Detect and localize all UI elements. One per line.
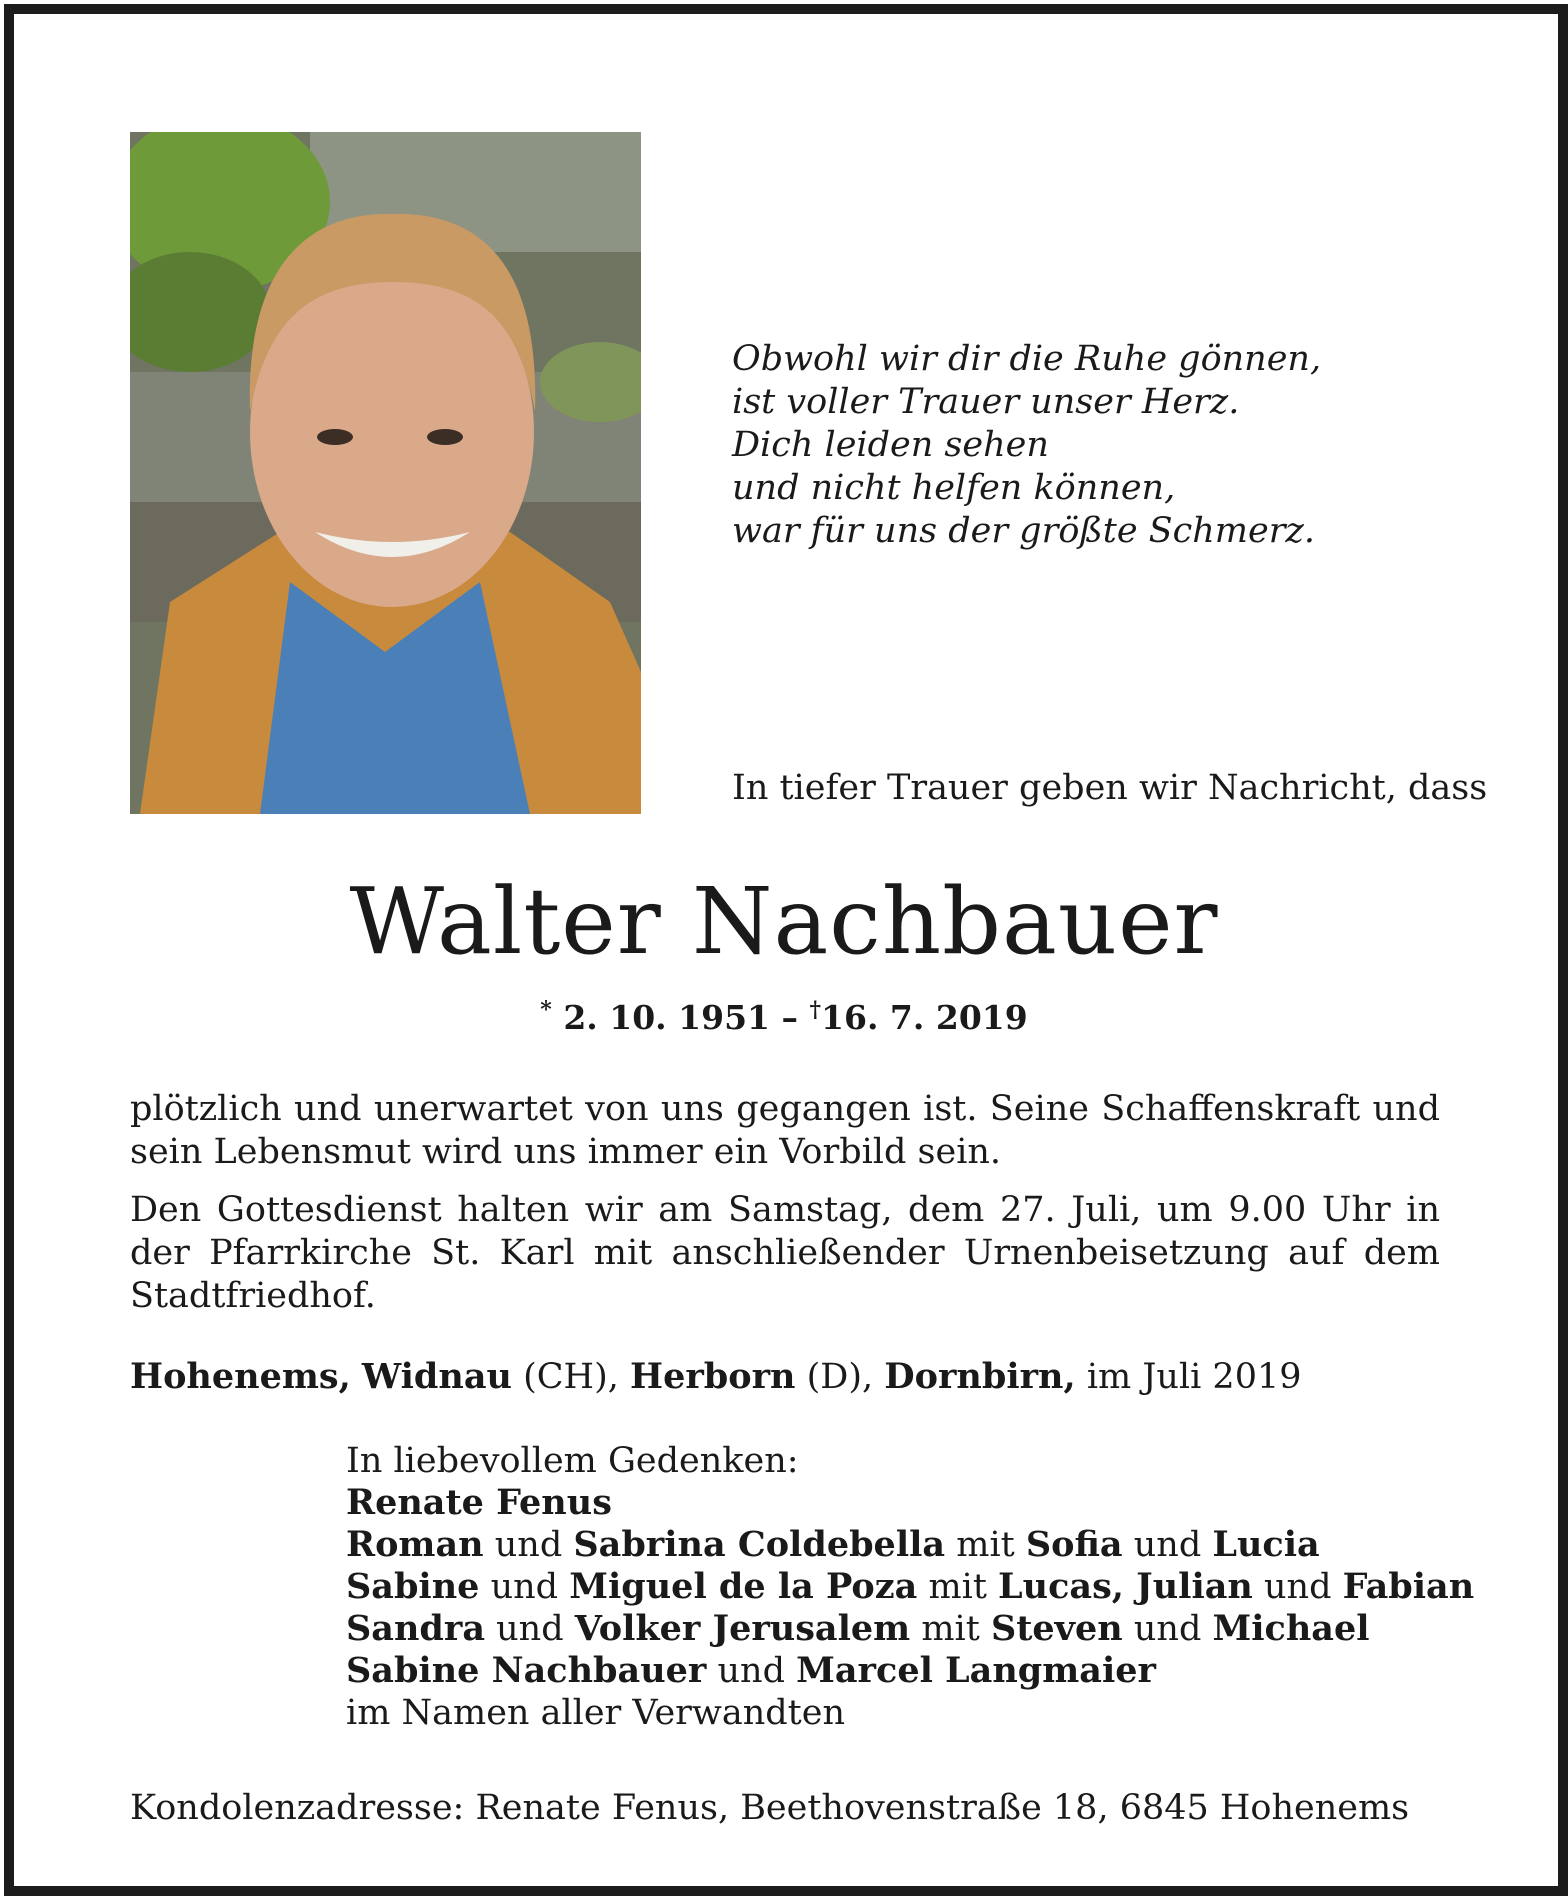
connector: mit bbox=[928, 1567, 987, 1607]
connector: und bbox=[494, 1525, 563, 1565]
date-separator: – bbox=[781, 998, 798, 1037]
poem-line: war für uns der größte Schmerz. bbox=[732, 511, 1315, 551]
mourner-name: Sabine bbox=[346, 1566, 480, 1607]
place: Widnau bbox=[361, 1356, 512, 1397]
mourner-row bbox=[346, 1608, 1474, 1650]
mourner-name: Sofia bbox=[1025, 1524, 1123, 1565]
mourner-name: Fabian bbox=[1342, 1566, 1475, 1607]
connector: und bbox=[490, 1567, 559, 1607]
mourner-name: Volker Jerusalem bbox=[574, 1608, 911, 1649]
memory-footer: im Namen aller Verwandten bbox=[346, 1693, 845, 1733]
birth-date: 2. 10. 1951 bbox=[563, 998, 770, 1037]
mourner-name: Lucas, Julian bbox=[998, 1566, 1253, 1607]
mourner-row bbox=[346, 1650, 1474, 1692]
mourner-name: Marcel Langmaier bbox=[796, 1650, 1156, 1691]
death-date: 16. 7. 2019 bbox=[821, 998, 1028, 1037]
mourner-name: Sandra bbox=[346, 1608, 485, 1649]
mourner-row bbox=[346, 1566, 1474, 1608]
mourner-name: Renate Fenus bbox=[346, 1482, 612, 1523]
place-note: (D), bbox=[806, 1357, 874, 1397]
deceased-name: Walter Nachbauer bbox=[349, 868, 1219, 975]
birth-symbol: * bbox=[540, 997, 552, 1023]
poem-line: Obwohl wir dir die Ruhe gönnen, bbox=[732, 339, 1322, 379]
connector: und bbox=[1133, 1525, 1202, 1565]
place-note: (CH), bbox=[523, 1357, 619, 1397]
portrait-photo bbox=[130, 132, 641, 814]
place: Dornbirn, bbox=[884, 1356, 1076, 1397]
mourner-name: Miguel de la Poza bbox=[569, 1566, 918, 1607]
poem-line: und nicht helfen können, bbox=[732, 468, 1176, 508]
condolence-address: Kondolenzadresse: Renate Fenus, Beethovenstraße 18, 6845 Hohenems bbox=[130, 1788, 1410, 1828]
place: Herborn bbox=[630, 1356, 796, 1397]
service-paragraph: Den Gottesdienst halten wir am Samstag, dem 27. Juli, um 9.00 Uhr in der Pfarrkirche St. Karl mit anschließender Urnenbeisetzung auf dem Stadtfriedhof. bbox=[130, 1190, 1440, 1316]
intro-text: In tiefer Trauer geben wir Nachricht, dass bbox=[732, 768, 1488, 808]
connector: und bbox=[1133, 1609, 1202, 1649]
death-symbol: † bbox=[809, 997, 822, 1023]
memory-heading: In liebevollem Gedenken: bbox=[346, 1441, 799, 1481]
life-dates bbox=[0, 997, 1568, 1037]
mourner-name: Roman bbox=[346, 1524, 484, 1565]
mourner-name: Sabrina Coldebella bbox=[573, 1524, 946, 1565]
places-line bbox=[130, 1356, 1302, 1397]
announcement-paragraph: plötzlich und unerwartet von uns gegangen ist. Seine Schaffenskraft und sein Lebensmut wird uns immer ein Vorbild sein. bbox=[130, 1089, 1440, 1172]
mourner-name: Sabine Nachbauer bbox=[346, 1650, 707, 1691]
connector: und bbox=[496, 1609, 564, 1649]
poem bbox=[732, 338, 1432, 553]
mourner-name: Steven bbox=[990, 1608, 1123, 1649]
place: Hohenems, bbox=[130, 1356, 351, 1397]
mourner-name: Lucia bbox=[1212, 1524, 1320, 1565]
connector: und bbox=[717, 1651, 785, 1691]
connector: und bbox=[1264, 1567, 1332, 1607]
poem-line: ist voller Trauer unser Herz. bbox=[732, 382, 1240, 422]
mourner-row bbox=[346, 1482, 1474, 1524]
mourner-name: Michael bbox=[1212, 1608, 1370, 1649]
mourners-block bbox=[346, 1440, 1474, 1734]
poem-line: Dich leiden sehen bbox=[732, 425, 1049, 465]
date-line: im Juli 2019 bbox=[1086, 1357, 1302, 1397]
connector: mit bbox=[956, 1525, 1015, 1565]
connector: mit bbox=[921, 1609, 980, 1649]
mourner-row bbox=[346, 1524, 1474, 1566]
